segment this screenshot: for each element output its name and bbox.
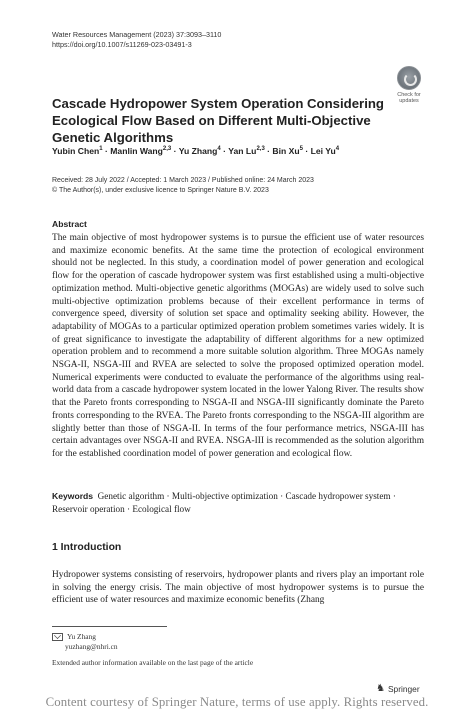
abstract-text: The main objective of most hydropower systems is to pursue the efficient use of water resources and maximize economic benefits. At the same time the protection of ecological environment should not be neglected. In this study, a coordination model of power generation and ecological flow for the operation of cascade hydropower system was first established using a multi-objective optimization method. Multi-objective genetic algorithms (MOGAs) are widely used to solve such multi-objective optimization problems because of their excellent performance in terms of convergence speed, diversity of solution set space and optimality seeking ability. However, the adaptability of MOGAs to a particular optimized operation problem sometimes varies widely. It is of great significance to investigate the adaptability of different algorithms for a new optimized operation problem and to recommend a more suitable solution algorithm. Three MOGAs namely NSGA-II, NSGA-III and RVEA are selected to solve the proposed optimized operation model. Numerical experiments were conducted to evaluate the performance of the algorithms using real-world data from a cascade hydropower system located in the lower Yalong River. The results show that the Pareto fronts corresponding to NSGA-II and NSGA-III significantly dominate the Pareto fronts corresponding to the RVEA. The Pareto fronts corresponding to the NSGA-III algorithm are slightly better than those of NSGA-II. In terms of the four performance metrics, NSGA-III has certain advantages over NSGA-II and RVEA. NSGA-III is recommended as the solution algorithm for the established coordination model of power generation and ecological flow. [52,233,424,459]
abstract-heading: Abstract [52,219,87,229]
section-heading-introduction: 1 Introduction [52,542,122,553]
keywords-text: Genetic algorithm · Multi-objective optimization · Cascade hydropower system · Reservoir operation · Ecological flow [52,491,396,514]
corresponding-author-email[interactable]: yuzhang@nhri.cn [65,642,118,651]
crossmark-icon [397,66,421,90]
corresponding-author-name: Yu Zhang [67,632,96,641]
introduction-text: Hydropower systems consisting of reservoirs, hydropower plants and rivers play an important role in solving the energy crisis. The main objective of most hydropower systems is to pursue the efficient use of water resources and maximize economic benefits (Zhang [52,570,424,606]
corresponding-author [52,632,292,652]
copyright-notice: © The Author(s), under exclusive licence to Springer Nature B.V. 2023 [52,187,269,194]
envelope-icon [52,633,63,641]
author[interactable]: Bin Xu$^5$ [272,146,303,156]
article-dates [52,176,432,196]
author[interactable]: Manlin Wang$^{2,3}$ [110,146,172,156]
keywords-label: Keywords [52,491,94,501]
doi-link[interactable]: https://doi.org/10.1007/s11269-023-03491-3 [52,40,192,49]
journal-citation: Water Resources Management (2023) 37:3093–3110 [52,30,222,39]
author[interactable]: Lei Yu$^4$ [310,146,340,156]
springer-horse-icon: ♞ [376,683,385,694]
courtesy-watermark: Content courtesy of Springer Nature, terms of use apply. Rights reserved. [45,695,429,709]
author[interactable]: Yu Zhang$^4$ [178,146,221,156]
extended-author-info: Extended author information available on the last page of the article [52,658,254,667]
article-title: Cascade Hydropower System Operation Considering Ecological Flow Based on Different Multi-Objective Genetic Algorithms [52,96,384,145]
author-list: Yubin Chen$^1$ · Manlin Wang$^{2,3}$ · Yu Zhang$^4$ · Yan Lu$^{2,3}$ · Bin $Xu^5$ · Lei Yu$^4$ [52,146,340,156]
journal-header [52,30,352,50]
author[interactable]: Yubin Chen$^1$ [52,146,103,156]
publisher-name: Springer [387,683,420,694]
footnote-divider [52,626,167,627]
keywords [52,490,424,515]
check-for-updates-badge[interactable]: Check for updates [392,66,426,104]
author[interactable]: Yan Lu$^{2,3}$ [228,146,265,156]
springer-logo [376,683,420,694]
article-history: Received: 28 July 2022 / Accepted: 1 March 2023 / Published online: 24 March 2023 [52,177,314,184]
